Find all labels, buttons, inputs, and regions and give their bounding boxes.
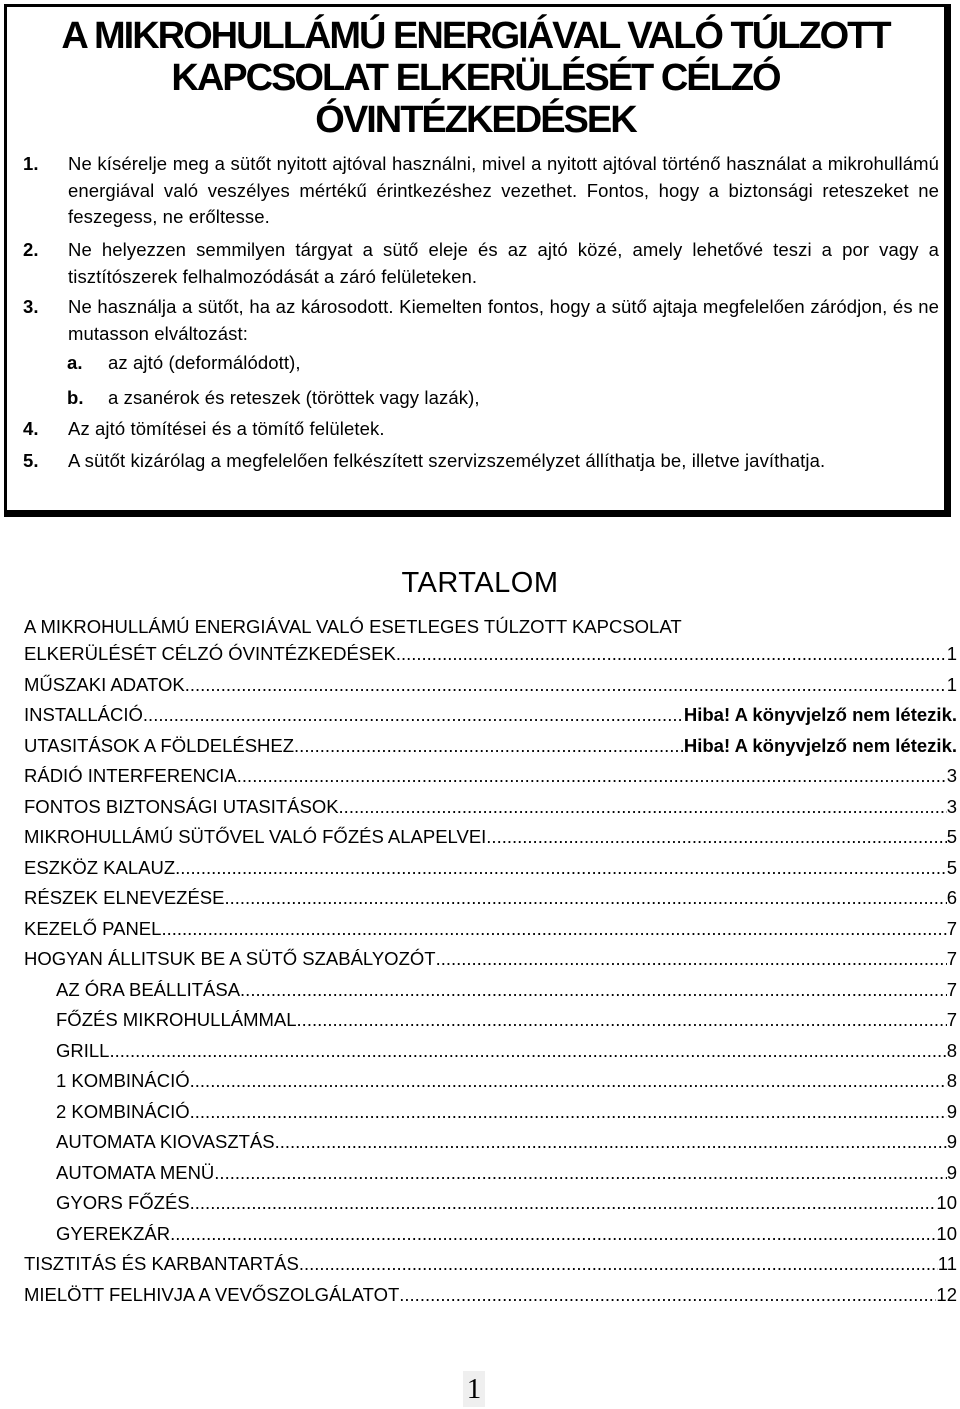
toc-entry[interactable] xyxy=(24,795,957,819)
toc-entry-page: 8 xyxy=(946,1070,957,1091)
warning-item-number: 3. xyxy=(23,296,39,317)
warning-list xyxy=(7,7,944,510)
toc-dot-leader xyxy=(339,795,947,819)
warning-subitem-letter: a. xyxy=(67,352,83,373)
toc-entry[interactable] xyxy=(56,1161,957,1185)
toc-dot-leader xyxy=(109,1039,946,1063)
toc-entry[interactable] xyxy=(24,947,957,971)
toc-dot-leader xyxy=(240,978,947,1002)
toc-heading: TARTALOM xyxy=(401,567,559,599)
toc-entry-label: TISZTITÁS ÉS KARBANTARTÁS xyxy=(24,1253,299,1274)
toc-entry-page: 10 xyxy=(936,1192,957,1213)
warning-item-number: 2. xyxy=(23,239,39,260)
toc-entry[interactable] xyxy=(24,825,957,849)
warning-subitem-text: az ajtó (deformálódott), xyxy=(108,352,301,373)
toc-entry[interactable] xyxy=(24,1283,957,1307)
toc-entry-label: RÁDIÓ INTERFERENCIA xyxy=(24,765,237,786)
toc-entry[interactable] xyxy=(24,734,957,758)
warning-item-number: 4. xyxy=(23,418,39,439)
toc-entry[interactable] xyxy=(56,1069,957,1093)
warning-item-number: 1. xyxy=(23,153,39,174)
warning-item-4 xyxy=(23,416,939,443)
toc-dot-leader xyxy=(396,642,947,666)
toc-entry-page: 12 xyxy=(936,1284,957,1305)
toc-entry-label: RÉSZEK ELNEVEZÉSE xyxy=(24,887,225,908)
toc-entry-page: 9 xyxy=(946,1101,957,1122)
toc-entry-label: MŰSZAKI ADATOK xyxy=(24,674,185,695)
toc-entry-page: 11 xyxy=(937,1253,957,1274)
toc-entry-label: INSTALLÁCIÓ xyxy=(24,704,143,725)
toc-entry-label: AUTOMATA KIOVASZTÁS xyxy=(56,1131,275,1152)
toc-entry[interactable] xyxy=(24,917,957,941)
toc-dot-leader xyxy=(190,1191,937,1215)
toc-entry-page: 5 xyxy=(946,857,957,878)
toc-entry-label: MIELÖTT FELHIVJA A VEVŐSZOLGÁLATOT xyxy=(24,1284,400,1305)
toc-entry-page: 9 xyxy=(946,1131,957,1152)
toc-entry-page: Hiba! A könyvjelző nem létezik. xyxy=(683,704,957,725)
toc-dot-leader xyxy=(275,1130,947,1154)
toc-dot-leader xyxy=(237,764,947,788)
warning-item-1 xyxy=(23,151,939,231)
warning-item-text: Ne használja a sütőt, ha az károsodott. Kiemelten fontos, hogy a sütő ajtaja megfelelően záródjon, és ne mutasson elváltozást: xyxy=(68,296,939,344)
toc-dot-leader xyxy=(185,673,947,697)
toc-entry-page: 1 xyxy=(946,643,957,664)
warning-subitem-a xyxy=(67,350,939,377)
toc-dot-leader xyxy=(175,856,947,880)
toc-entry-label: FONTOS BIZTONSÁGI UTASITÁSOK xyxy=(24,796,339,817)
warning-item-text: Ne kísérelje meg a sütőt nyitott ajtóval használni, mivel a nyitott ajtóval történő használat a mikrohullámú energiával való veszélyes mértékű érintkezéshez vezethet. Fontos, hogy a biztonsági reteszeket ne feszegess, ne erőltesse. xyxy=(68,153,939,227)
warning-subitem-text: a zsanérok és reteszek (töröttek vagy lazák), xyxy=(108,387,480,408)
toc-entry-page: 7 xyxy=(946,1009,957,1030)
toc-dot-leader xyxy=(486,825,946,849)
toc-entry[interactable] xyxy=(56,978,957,1002)
toc-entry[interactable] xyxy=(56,1100,957,1124)
toc-entry-page: 10 xyxy=(936,1223,957,1244)
toc-entry[interactable] xyxy=(24,764,957,788)
toc-dot-leader xyxy=(190,1069,947,1093)
toc-entry-label: KEZELŐ PANEL xyxy=(24,918,162,939)
toc-entry-label: FŐZÉS MIKROHULLÁMMAL xyxy=(56,1009,297,1030)
page-number: 1 xyxy=(463,1371,485,1407)
toc-dot-leader xyxy=(161,917,946,941)
toc-entry[interactable] xyxy=(24,673,957,697)
toc-entry-label: GRILL xyxy=(56,1040,110,1061)
toc-dot-leader xyxy=(190,1100,947,1124)
toc-entry-page: Hiba! A könyvjelző nem létezik. xyxy=(683,735,957,756)
toc-entry-label: ELKERÜLÉSÉT CÉLZÓ ÓVINTÉZKEDÉSEK xyxy=(24,643,396,664)
toc-entry-label: AUTOMATA MENÜ xyxy=(56,1162,215,1183)
warning-item-3 xyxy=(23,294,939,347)
toc-entry[interactable] xyxy=(24,1252,957,1276)
toc-entry-page: 9 xyxy=(946,1162,957,1183)
toc-dot-leader xyxy=(299,1252,938,1276)
warning-item-number: 5. xyxy=(23,450,39,471)
toc-entry-label: UTASITÁSOK A FÖLDELÉSHEZ xyxy=(24,735,295,756)
toc-entry-page: 3 xyxy=(946,796,957,817)
toc-entry-page: 3 xyxy=(946,765,957,786)
toc-entry-page: 6 xyxy=(946,887,957,908)
warning-item-2 xyxy=(23,237,939,290)
toc-entry[interactable] xyxy=(24,642,957,666)
toc-entry-page: 1 xyxy=(946,674,957,695)
toc-entry[interactable] xyxy=(24,703,957,727)
toc-dot-leader xyxy=(214,1161,946,1185)
warning-item-text: Ne helyezzen semmilyen tárgyat a sütő eleje és az ajtó közé, amely lehetővé teszi a por vagy a tisztítószerek felhalmozódását a záró felületeken. xyxy=(68,239,939,287)
warning-subitem-letter: b. xyxy=(67,387,84,408)
toc-dot-leader xyxy=(170,1222,936,1246)
toc-entry-label: ESZKÖZ KALAUZ xyxy=(24,857,176,878)
toc-entry[interactable] xyxy=(56,1191,957,1215)
toc-entry[interactable] xyxy=(56,1008,957,1032)
toc-entry-label: GYORS FŐZÉS xyxy=(56,1192,190,1213)
toc-entry-label: GYEREKZÁR xyxy=(56,1223,171,1244)
toc-entry-first-line[interactable]: A MIKROHULLÁMÚ ENERGIÁVAL VALÓ ESETLEGES TÚLZOTT KAPCSOLAT xyxy=(24,616,682,637)
warning-item-5 xyxy=(23,448,939,475)
toc-dot-leader xyxy=(224,886,946,910)
toc-dot-leader xyxy=(297,1008,947,1032)
toc-dot-leader xyxy=(143,703,684,727)
toc-entry[interactable] xyxy=(56,1130,957,1154)
toc-dot-leader xyxy=(294,734,684,758)
warning-box xyxy=(4,4,951,517)
warning-item-text: A sütőt kizárólag a megfelelően felkészített szervizszemélyzet állíthatja be, illetve javíthatja. xyxy=(68,450,826,471)
toc-entry-page: 8 xyxy=(946,1040,957,1061)
toc-entry-page: 7 xyxy=(946,948,957,969)
toc-entry[interactable] xyxy=(24,856,957,880)
toc-entry-label: AZ ÓRA BEÁLLITÁSA xyxy=(56,979,241,1000)
toc-entry[interactable] xyxy=(56,1222,957,1246)
toc-entry[interactable] xyxy=(24,886,957,910)
warning-item-text: Az ajtó tömítései és a tömítő felületek. xyxy=(68,418,385,439)
toc-entry[interactable] xyxy=(56,1039,957,1063)
toc-dot-leader xyxy=(436,947,947,971)
toc-entry-label: MIKROHULLÁMÚ SÜTŐVEL VALÓ FŐZÉS ALAPELVEI xyxy=(24,826,487,847)
toc-entry-label: 1 KOMBINÁCIÓ xyxy=(56,1070,190,1091)
toc-entry-page: 7 xyxy=(946,979,957,1000)
toc-entry-page: 7 xyxy=(946,918,957,939)
warning-title: A MIKROHULLÁMÚ ENERGIÁVAL VALÓ TÚLZOTT KAPCSOLAT ELKERÜLÉSÉT CÉLZÓ ÓVINTÉZKEDÉSEK xyxy=(61,15,890,141)
toc-entry-page: 5 xyxy=(946,826,957,847)
toc-entry-label: 2 KOMBINÁCIÓ xyxy=(56,1101,190,1122)
toc-entry-label: HOGYAN ÁLLITSUK BE A SÜTŐ SZABÁLYOZÓT xyxy=(24,948,436,969)
toc-dot-leader xyxy=(399,1283,936,1307)
warning-subitem-b xyxy=(67,385,939,412)
